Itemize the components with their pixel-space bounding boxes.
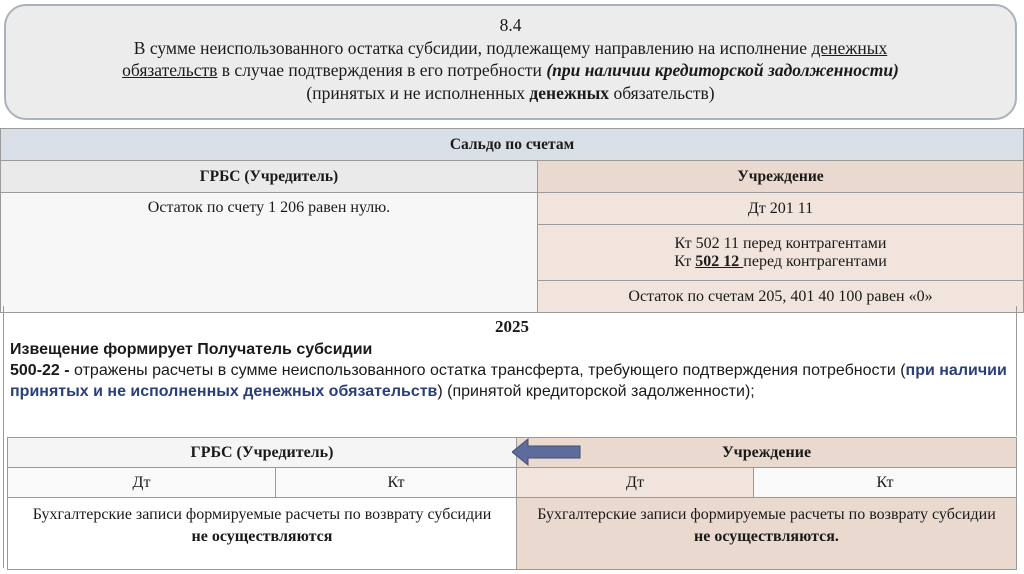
postings-institution-header: Учреждение [516, 438, 1016, 468]
title-text-3b: обязательств) [609, 82, 715, 103]
saldo-inst-row-2-line-2 [538, 253, 1023, 271]
grbs-dt-header: Дт [8, 468, 276, 498]
saldo-title: Сальдо по счетам [1, 129, 1024, 161]
notice-body [10, 360, 1010, 402]
notice-text-2: ) (принятой кредиторской задолженности); [437, 383, 755, 400]
title-text-2: в случае подтверждения в его потребности [217, 60, 547, 80]
inst-note-bold: не осуществляются. [694, 528, 839, 545]
inst-kt-header: Кт [753, 468, 1016, 498]
grbs-kt-header: Кт [276, 468, 517, 498]
saldo-grbs-text: Остаток по счету 1 206 равен нулю. [1, 193, 538, 313]
notice-highlight: при наличии принятых и не исполненных денежных обязательств [10, 362, 1007, 400]
title-line-3 [6, 82, 1015, 105]
section-number: 8.4 [499, 15, 522, 35]
grbs-note-bold: не осуществляются [191, 528, 333, 545]
title-text-1: В сумме неиспользованного остатка субсидии, подлежащему направлению на исполнение [133, 37, 812, 58]
saldo-institution-header: Учреждение [538, 161, 1024, 193]
postings-grbs-header: ГРБС (Учредитель) [8, 438, 517, 468]
title-line-2 [6, 59, 1015, 82]
inst-postings-note [516, 498, 1016, 570]
inst-note-text: Бухгалтерские записи формируемые расчеты по возврату субсидии [537, 506, 996, 523]
notice-text-1: отражены расчеты в сумме неиспользованного остатка трансферта, требующего подтверждения потребности ( [69, 362, 906, 379]
year-heading: 2025 [495, 317, 529, 336]
title-underlined-1: денежных [811, 37, 888, 58]
title-text-3a: (принятых и не исполненных [306, 82, 530, 103]
notice-code: 500-22 - [10, 362, 70, 379]
title-underlined-2: обязательств [122, 60, 218, 80]
saldo-inst-row-3: Остаток по счетам 205, 401 40 100 равен «0» [538, 281, 1024, 313]
grbs-postings-note [8, 498, 517, 570]
saldo-inst-row-2-line-1: Кт 502 11 перед контрагентами [674, 234, 887, 252]
title-line-1 [6, 37, 1015, 60]
grbs-note-text: Бухгалтерские записи формируемые расчеты по возврату субсидии [32, 506, 492, 523]
title-box [4, 4, 1017, 120]
saldo-inst-row-1: Дт 201 11 [538, 193, 1024, 225]
saldo-grbs-header: ГРБС (Учредитель) [1, 161, 538, 193]
left-border-line [3, 306, 4, 568]
kt-prefix: Кт [674, 252, 696, 270]
notice-paragraph [10, 339, 1010, 402]
notice-line-1: Извещение формирует Получатель субсидии [10, 341, 373, 358]
saldo-inst-row-2 [538, 225, 1024, 281]
account-502-12: 502 12 [695, 252, 744, 270]
inst-dt-header: Дт [516, 468, 753, 498]
saldo-table [0, 128, 1024, 313]
title-bold-3: денежных [529, 82, 610, 103]
left-arrow-icon [512, 437, 582, 467]
kt-suffix: перед контрагентами [743, 252, 887, 270]
title-italic: (при наличии кредиторской задолженности) [546, 60, 899, 80]
